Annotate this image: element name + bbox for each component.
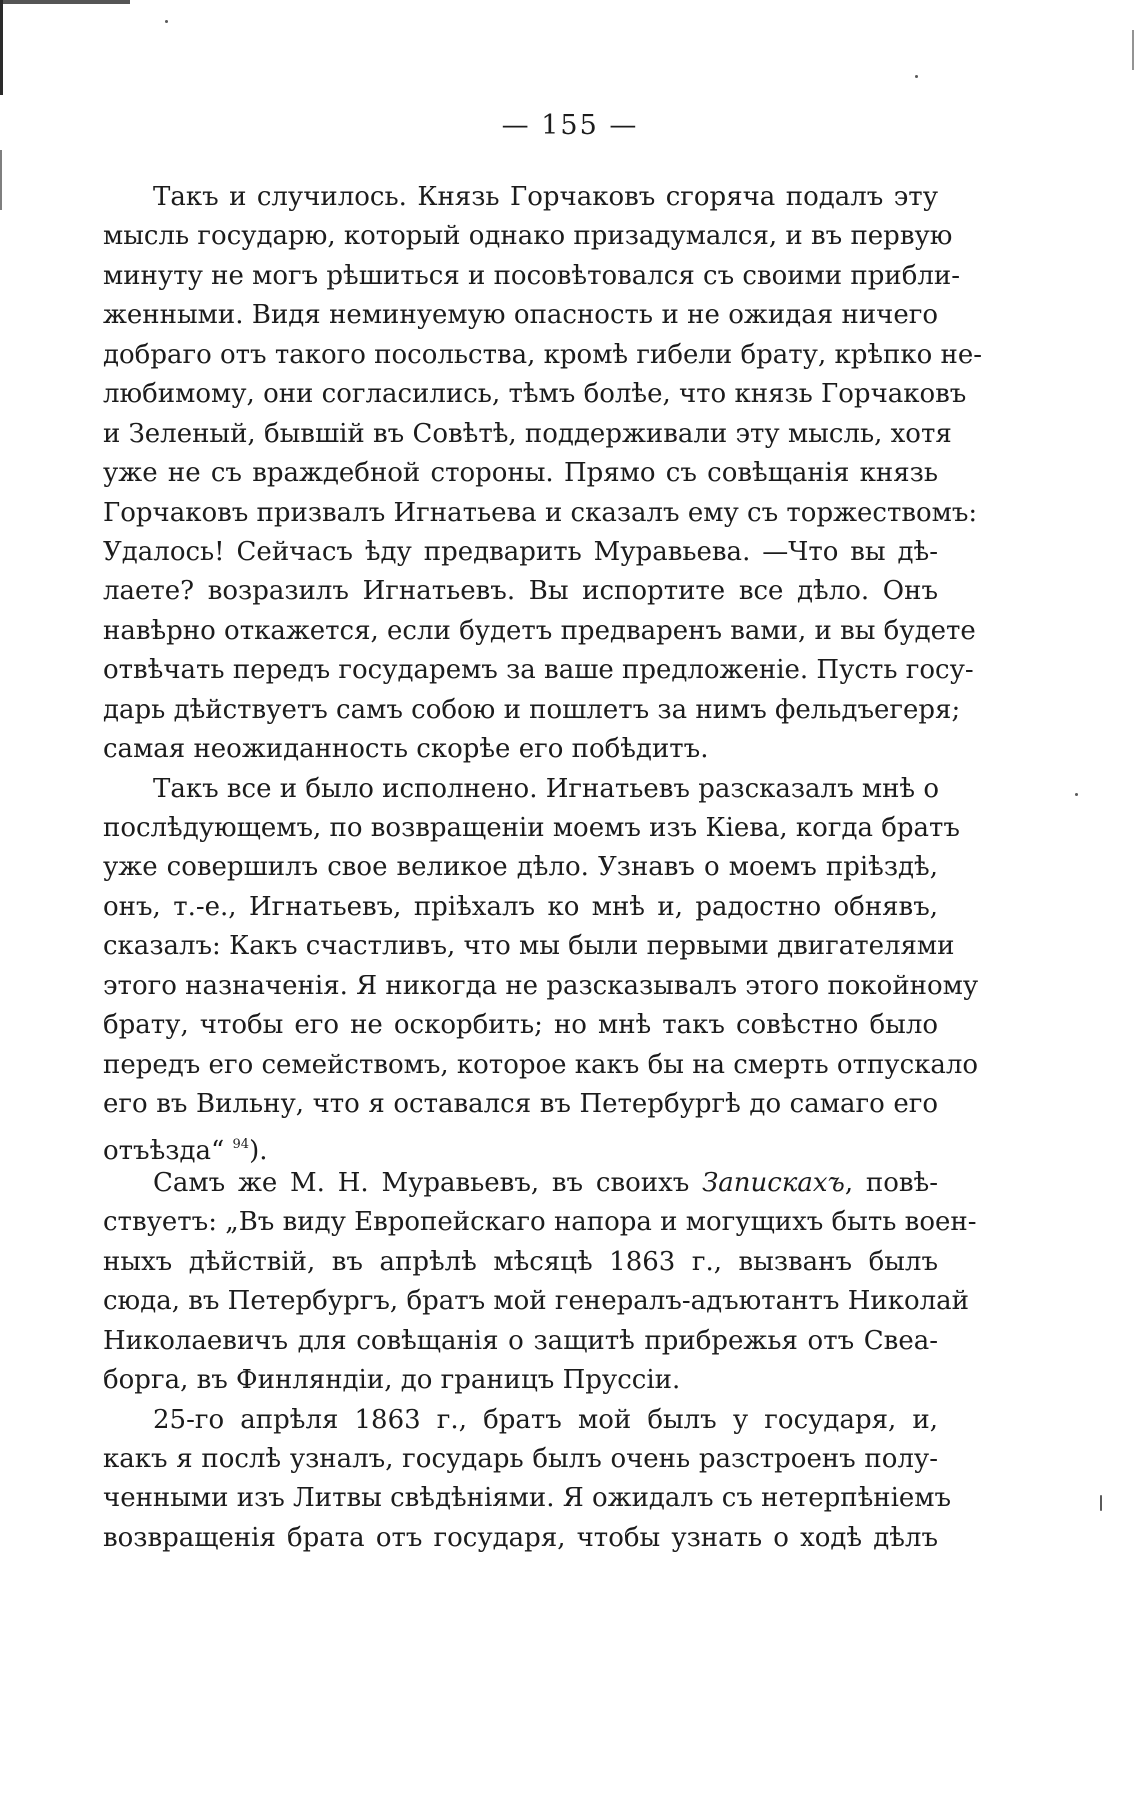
text-line: онъ, т.-е., Игнатьевъ, пріѣхалъ ко мнѣ и, радостно обнявъ, <box>103 891 938 922</box>
text-line: его въ Вильну, что я оставался въ Петербургѣ до самаго его <box>103 1089 938 1120</box>
text-line: Николаевичъ для совѣщанія о защитѣ прибрежья отъ Свеа- <box>103 1325 938 1356</box>
text-fragment: Самъ же М. Н. Муравьевъ, въ своихъ <box>153 1167 690 1198</box>
text-line: добраго отъ такого посольства, кромѣ гибели брату, крѣпко не- <box>103 339 983 370</box>
scan-speck <box>1100 1495 1102 1511</box>
scan-edge-mark <box>0 150 2 210</box>
text-fragment: , повѣ- <box>844 1167 938 1198</box>
text-line <box>103 1164 938 1203</box>
text-line: Удалось! Сейчасъ ѣду предварить Муравьева. —Что вы дѣ- <box>103 536 938 567</box>
scan-speck <box>165 20 168 23</box>
text-line: любимому, они согласились, тѣмъ болѣе, что князь Горчаковъ <box>103 379 967 410</box>
scan-corner-mark <box>0 0 130 4</box>
text-line: мысль государю, который однако призадумался, и въ первую <box>103 221 953 252</box>
page-number: — 155 — <box>501 110 639 141</box>
text-line: сказалъ: Какъ счастливъ, что мы были первыми двигателями <box>103 931 955 962</box>
footnote-close: ). <box>249 1135 268 1166</box>
text-line: Такъ все и было исполнено. Игнатьевъ разсказалъ мнѣ о <box>153 773 940 804</box>
text-line: послѣдующемъ, по возвращеніи моемъ изъ Кіева, когда братъ <box>103 813 960 843</box>
footnote-ref: 94 <box>232 1136 250 1152</box>
text-line: какъ я послѣ узналъ, государь былъ очень разстроенъ полу- <box>103 1444 938 1474</box>
text-line: Такъ и случилось. Князь Горчаковъ сгоряча подалъ эту <box>153 182 938 212</box>
scan-edge-mark <box>0 0 3 95</box>
text-line: брату, чтобы его не оскорбить; но мнѣ такъ совѣстно было <box>103 1010 938 1041</box>
text-line: Горчаковъ призвалъ Игнатьева и сказалъ ему съ торжествомъ: <box>103 497 978 528</box>
text-line: уже совершилъ свое великое дѣло. Узнавъ о моемъ пріѣздѣ, <box>103 852 938 883</box>
text-fragment: отъѣзда“ <box>103 1135 225 1166</box>
scan-speck <box>915 75 918 78</box>
text-line: возвращенія брата отъ государя, чтобы узнать о ходѣ дѣлъ <box>103 1522 938 1553</box>
text-line: минуту не могъ рѣшиться и посовѣтовался съ своими прибли- <box>103 260 960 291</box>
text-line: лаете? возразилъ Игнатьевъ. Вы испортите все дѣло. Онъ <box>103 576 938 607</box>
text-line: отвѣчать передъ государемъ за ваше предложеніе. Пусть госу- <box>103 655 974 686</box>
text-line: дарь дѣйствуетъ самъ собою и пошлетъ за нимъ фельдъегеря; <box>103 694 961 725</box>
paragraph-end-line <box>103 1125 938 1164</box>
text-line: ченными изъ Литвы свѣдѣніями. Я ожидалъ съ нетерпѣніемъ <box>103 1483 952 1514</box>
scan-edge-mark <box>1132 30 1134 70</box>
text-line: навѣрно откажется, если будетъ предваренъ вами, и вы будете <box>103 615 976 646</box>
text-line: передъ его семействомъ, которое какъ бы на смерть отпускало <box>103 1049 979 1080</box>
text-line: и Зеленый, бывшій въ Совѣтѣ, поддерживали эту мысль, хотя <box>103 418 952 449</box>
italic-title: Запискахъ <box>702 1167 845 1198</box>
text-line: уже не съ враждебной стороны. Прямо съ совѣщанія князь <box>103 458 938 489</box>
scan-speck <box>1075 793 1078 796</box>
text-line: 25-го апрѣля 1863 г., братъ мой былъ у государя, и, <box>153 1404 938 1435</box>
text-line: этого назначенія. Я никогда не разсказывалъ этого покойному <box>103 970 979 1001</box>
paragraph-end-line: борга, въ Финляндіи, до границъ Пруссіи. <box>103 1365 681 1396</box>
text-line: сюда, въ Петербургъ, братъ мой генералъ-адъютантъ Николай <box>103 1286 969 1317</box>
text-line: женными. Видя неминуемую опасность и не ожидая ничего <box>103 300 938 331</box>
paragraph-end-line: самая неожиданность скорѣе его побѣдитъ. <box>103 734 709 765</box>
text-line: ныхъ дѣйствій, въ апрѣлѣ мѣсяцѣ 1863 г., вызванъ былъ <box>103 1246 938 1277</box>
body-text <box>103 178 983 1558</box>
text-line: ствуетъ: „Въ виду Европейскаго напора и могущихъ быть воен- <box>103 1207 977 1238</box>
